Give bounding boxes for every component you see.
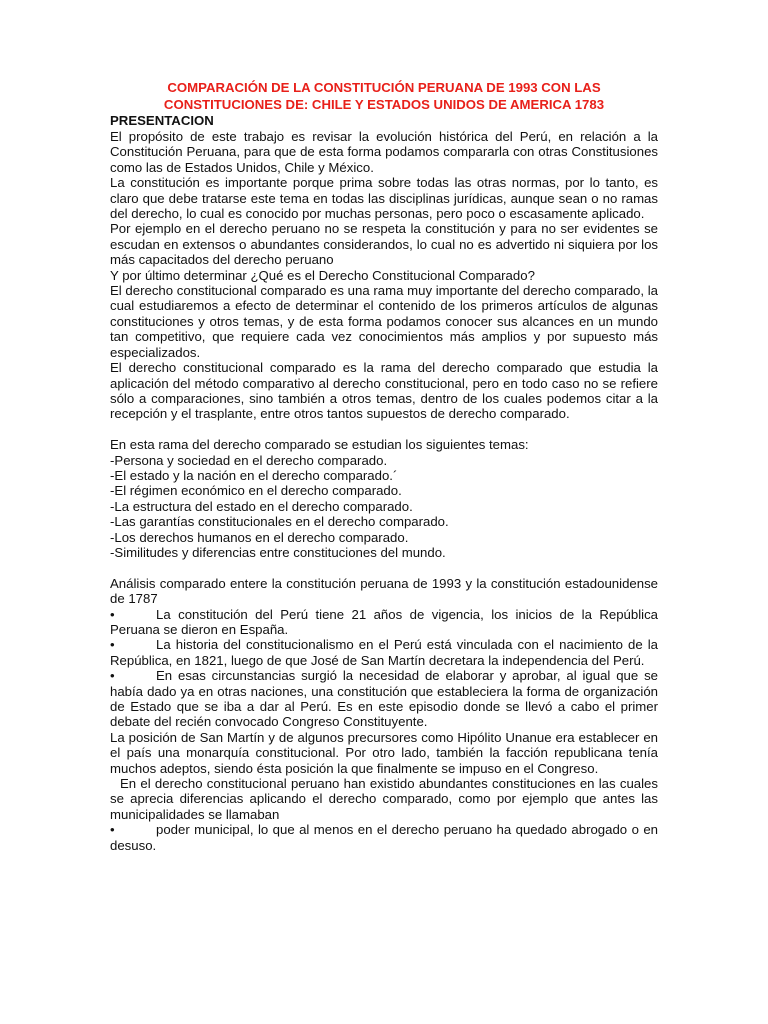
paragraph-example: Por ejemplo en el derecho peruano no se respeta la constitución y para no ser evidentes se escudan en extensos o abundantes considerandos, lo cual no es advertido ni siquiera por los más capacitados del derecho peruano <box>110 221 658 268</box>
bullet-item <box>110 668 658 730</box>
bullet-text: La historia del constitucionalismo en el Perú está vinculada con el nacimiento de la República, en 1821, luego de que José de San Martín decretara la independencia del Perú. <box>110 637 658 668</box>
paragraph-method: El derecho constitucional comparado es la rama del derecho comparado que estudia la aplicación del método comparativo al derecho constitucional, pero en todo caso no se refiere sólo a comparaciones, sino también a otros temas, dentro de los cuales podemos citar a la recepción y el trasplante, entre otros tantos supuestos de derecho comparado. <box>110 360 658 422</box>
paragraph-importance: La constitución es importante porque prima sobre todas las otras normas, por lo tanto, es claro que debe tratarse este tema en todas las disciplinas jurídicas, aunque sean o no ramas del derecho, lo cual es conocido por muchas personas, pero poco o escasamente aplicado. <box>110 175 658 222</box>
paragraph-san-martin: La posición de San Martín y de algunos precursores como Hipólito Unanue era establecer en el país una monarquía constitucional. Por otro lado, también la facción republicana tenía muchos adeptos, siendo ésta posición la que finalmente se impuso en el Congreso. <box>110 729 658 776</box>
bullet-item <box>110 607 658 638</box>
document-title-line-2: CONSTITUCIONES DE: CHILE Y ESTADOS UNIDOS DE AMERICA 1783 <box>163 97 605 112</box>
topic-item: -Persona y sociedad en el derecho comparado. <box>110 452 388 468</box>
bullet-text: poder municipal, lo que al menos en el derecho peruano ha quedado abrogado o en desuso. <box>110 822 658 853</box>
document-title-line-1: COMPARACIÓN DE LA CONSTITUCIÓN PERUANA DE 1993 CON LAS <box>167 80 601 95</box>
bullet-text: En esas circunstancias surgió la necesidad de elaborar y aprobar, al igual que se había dado ya en otras naciones, una constitución que estableciera la forma de organización de Estado que se iba a dar al Perú. Es en este episodio donde se llevó a cabo el primer debate del recién convocado Congreso Constituyente. <box>110 668 658 730</box>
topic-item: -Los derechos humanos en el derecho comparado. <box>110 529 409 545</box>
paragraph-question: Y por último determinar ¿Qué es el Derecho Constitucional Comparado? <box>110 267 535 283</box>
bullet-item <box>110 822 658 853</box>
bullet-text: La constitución del Perú tiene 21 años de vigencia, los inicios de la República Peruana se dieron en España. <box>110 606 658 637</box>
topic-item: -La estructura del estado en el derecho comparado. <box>110 498 413 514</box>
bullet-mark: • <box>110 637 115 653</box>
topic-item: -El régimen económico en el derecho comparado. <box>110 483 402 499</box>
bullet-mark: • <box>110 668 115 684</box>
paragraph-analysis-intro: Análisis comparado entere la constitución peruana de 1993 y la constitución estadounidense de 1787 <box>110 575 658 607</box>
bullet-mark: • <box>110 606 115 622</box>
topic-item: -El estado y la nación en el derecho comparado.´ <box>110 467 398 483</box>
bullet-mark: • <box>110 822 115 838</box>
paragraph-constitutions: En el derecho constitucional peruano han existido abundantes constituciones en las cuales se aprecia diferencias aplicando el derecho comparado, como por ejemplo que antes las municipalidades se llamaban <box>110 776 658 822</box>
paragraph-purpose: El propósito de este trabajo es revisar la evolución histórica del Perú, en relación a la Constitución Peruana, para que de esta forma podamos compararla con otras Constitusiones como las de Estados Unidos, Chile y México. <box>110 129 658 175</box>
bullet-item <box>110 637 658 668</box>
paragraph-definition: El derecho constitucional comparado es una rama muy importante del derecho comparado, la cual estudiaremos a efecto de determinar el contenido de los primeros artículos de algunas constituciones y otros temas, y de esta forma podamos conocer sus alcances en un mundo tan competitivo, que requiere cada vez conocimientos más amplios y por supuesto más especializados. <box>110 283 658 360</box>
spacer <box>110 422 658 437</box>
topic-item: -Las garantías constitucionales en el derecho comparado. <box>110 514 449 530</box>
paragraph-topics-intro: En esta rama del derecho comparado se estudian los siguientes temas: <box>110 437 529 453</box>
section-heading: PRESENTACION <box>110 113 214 128</box>
spacer <box>110 560 658 575</box>
topic-item: -Similitudes y diferencias entre constituciones del mundo. <box>110 544 446 560</box>
